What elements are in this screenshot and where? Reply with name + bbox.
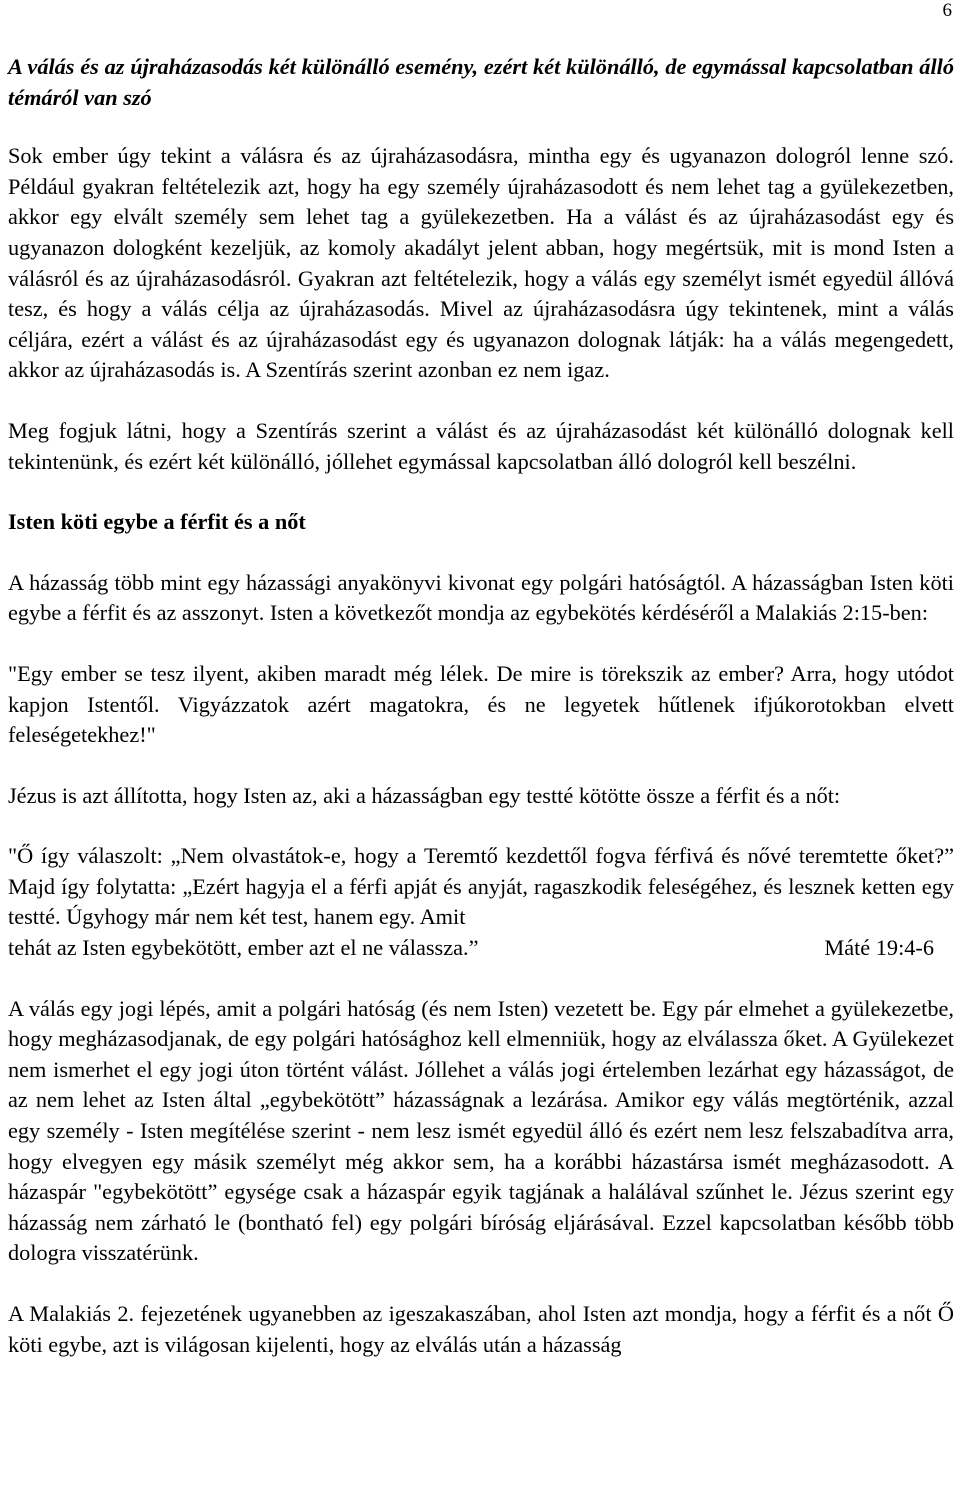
spacer	[8, 386, 954, 416]
paragraph-divorce-legal-step: A válás egy jogi lépés, amit a polgári hatóság (és nem Isten) vezetett be. Egy pár elmehet a gyülekezetbe, hogy megházasodjanak, de egy polgári hatósághoz kell elmenniük, hogy az elválassza őket. A Gyülekezet nem ismerhet el egy jogi úton történt válást. Jóllehet a válás jogi értelemben lezárhat egy házasságot, de az nem lehet az Isten által „egybekötött” házasságnak a lezárása. Amikor egy válás megtörténik, azzal egy személy - Isten megítélése szerint - nem lesz ismét egyedül álló és ezért nem lesz felszabadítva arra, hogy elvegyen egy másik személyt még akkor sem, ha a korábbi házastársa ismét megházasodott. A házaspár "egybekötött” egysége csak a házaspár egyik tagjának a halálával szűnhet le. Jézus szerint egy házasság nem zárható le (bontható fel) egy polgári bíróság eljárásával. Ezzel kapcsolatban később több dologra visszatérünk.	[8, 995, 954, 1266]
paragraph-marriage-more-than-certificate: A házasság több mint egy házassági anyakönyvi kivonat egy polgári hatóságtól. A házasságban Isten köti egybe a férfit és az asszonyt. Isten a következőt mondja az egybekötés kérdéséről a Malakiás 2:15-ben:	[8, 569, 954, 626]
spacer	[8, 964, 954, 994]
paragraph-jesus-claimed: Jézus is azt állította, hogy Isten az, aki a házasságban egy testté kötötte össze a férfit és a nőt:	[8, 782, 841, 808]
page-number: 6	[942, 0, 952, 21]
spacer	[8, 1269, 954, 1299]
paragraph-separate-matters: Meg fogjuk látni, hogy a Szentírás szerint a válást és az újraházasodást két különálló dolognak kell tekintenünk, és ezért két különálló, jóllehet egymással kapcsolatban álló dologról kell beszélni.	[8, 417, 954, 474]
quote-matthew-final-line	[8, 933, 954, 964]
quote-matthew	[8, 841, 954, 963]
document-body	[8, 52, 954, 1360]
paragraph-intro: Sok ember úgy tekint a válásra és az újraházasodásra, mintha egy és ugyanazon dologról lenne szó. Például gyakran feltételezik azt, hogy ha egy személy újraházasodott és nem lehet tag a gyülekezetben, akkor egy elvált személy sem lehet tag a gyülekezetben. Ha a válást és az újraházasodást egy és ugyanazon dologként kezeljük, az komoly akadályt jelent abban, hogy megértsük, mit is mond Isten a válásról és az újraházasodásról. Gyakran azt feltételezik, hogy a válás egy személyt ismét egyedül állóvá tesz, és hogy a válás célja az újraházasodás. Mivel az újraházasodásra úgy tekintenek, mint a válás céljára, ezért a válást és az újraházasodást egy és ugyanazon dolognak látják: ha a válás megengedett, akkor az újraházasodás is. A Szentírás szerint azonban ez nem igaz.	[8, 143, 954, 383]
spacer	[8, 113, 954, 141]
quote-matthew-last-line: tehát az Isten egybekötött, ember azt el ne válassza.”	[8, 935, 479, 961]
spacer	[8, 629, 954, 659]
quote-reference: Máté 19:4-6	[824, 935, 934, 961]
paragraph-malachi-chapter-2: A Malakiás 2. fejezetének ugyanebben az igeszakaszában, ahol Isten azt mondja, hogy a férfit és a nőt Ő köti egybe, azt is világosan kijelenti, hogy az elválás után a házasság	[8, 1301, 954, 1357]
section-heading-god-joins: Isten köti egybe a férfit és a nőt	[8, 509, 306, 535]
section-heading-divorce-remarriage: A válás és az újraházasodás két különálló esemény, ezért két különálló, de egymással kapcsolatban álló témáról van szó	[8, 54, 954, 110]
quote-malachi: "Egy ember se tesz ilyent, akiben maradt még lélek. De mire is törekszik az ember? Arra, hogy utódot kapjon Istentől. Vigyázzatok azért magatokra, és ne legyetek hűtlenek ifjúkorotokban elvett feleségetekhez!"	[8, 660, 954, 748]
spacer	[8, 538, 954, 568]
spacer	[8, 751, 954, 781]
spacer	[8, 811, 954, 841]
quote-matthew-text: "Ő így válaszolt: „Nem olvastátok-e, hogy a Teremtő kezdettől fogva férfivá és nővé teremtette őket?” Majd így folytatta: „Ezért hagyja el a férfi apját és anyját, ragaszkodik feleségéhez, és lesznek ketten egy testté. Úgyhogy már nem két test, hanem egy. Amit	[8, 843, 954, 930]
spacer	[8, 477, 954, 507]
